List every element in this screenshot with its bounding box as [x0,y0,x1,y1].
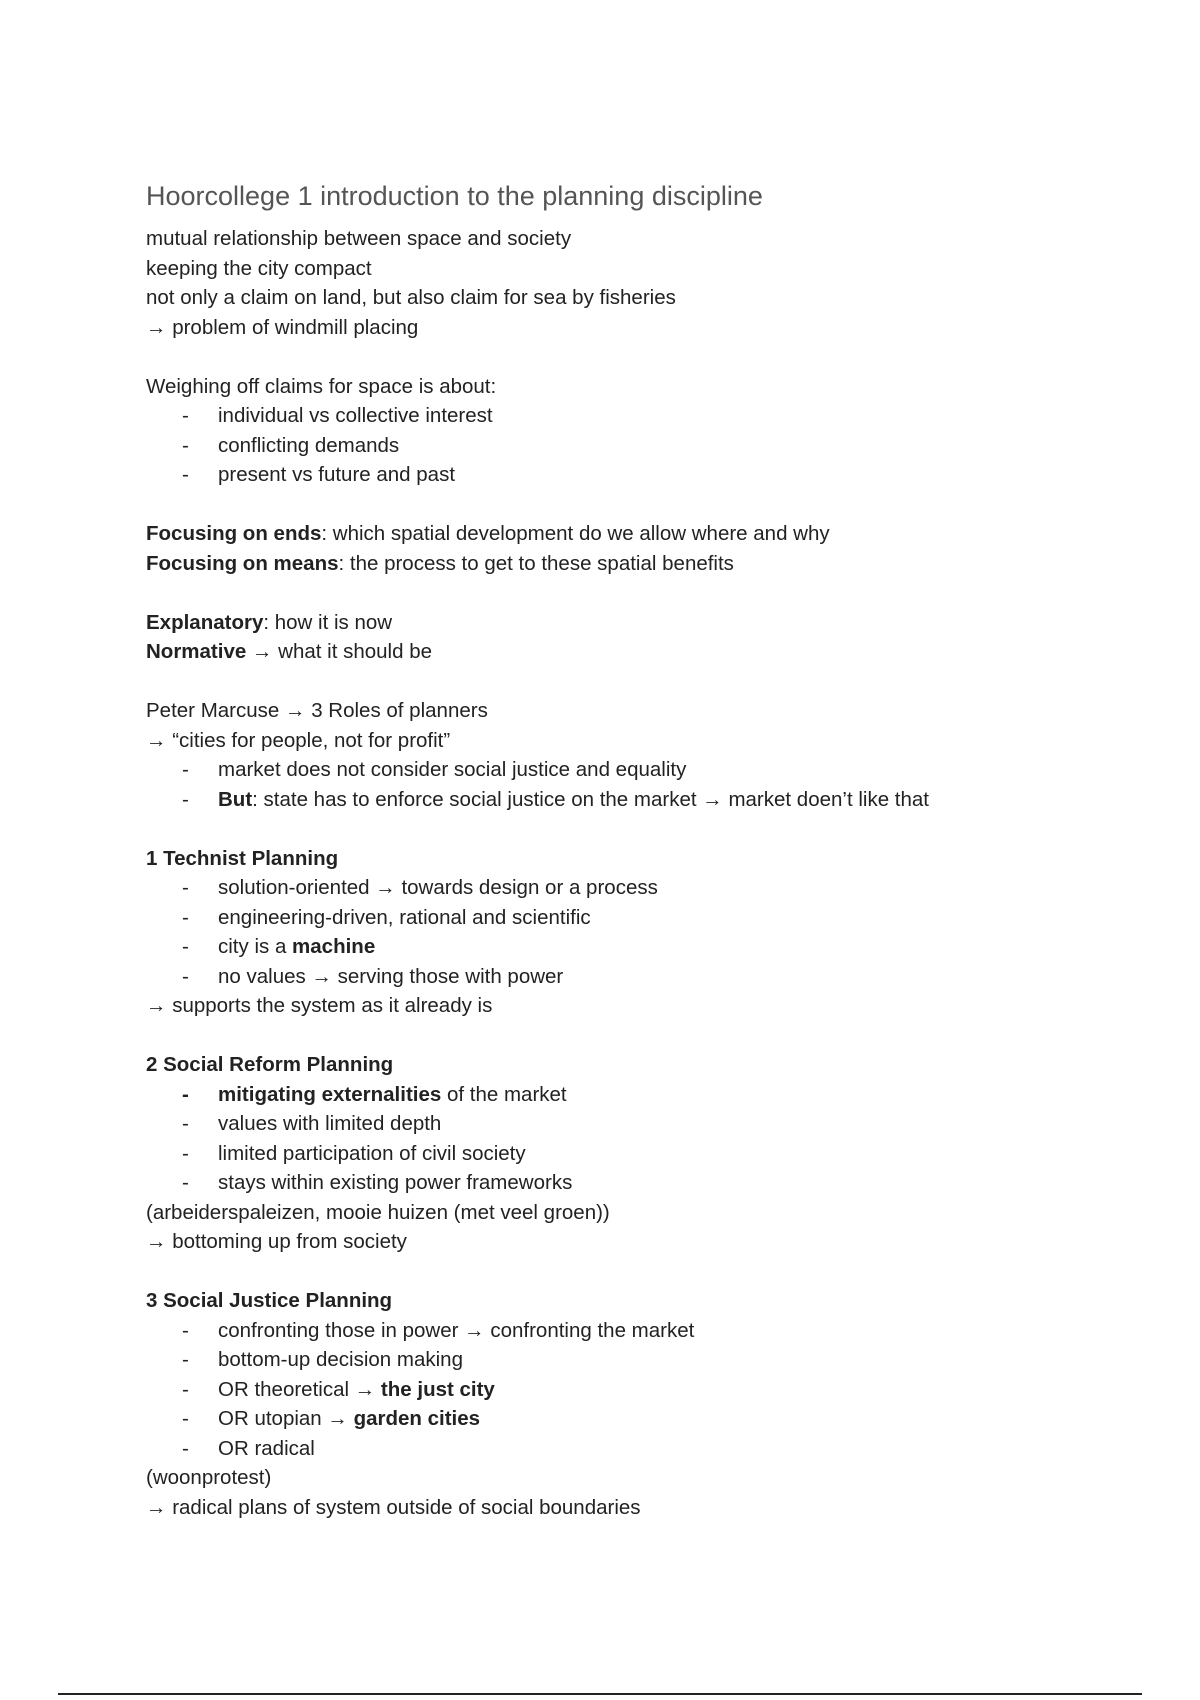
social-reform-note: (arbeiderspaleizen, mooie huizen (met veel groen)) [146,1200,610,1224]
list-item: - values with limited depth [146,1109,1126,1139]
list-item: - market does not consider social justice and equality [146,755,1126,785]
list-item: - confronting those in power → confronting the market [146,1316,1126,1346]
spacer [146,578,1126,608]
bullet-dash: - [182,758,189,781]
explanatory-line: Explanatory: how it is now [146,610,393,634]
social-justice-conclusion: → radical plans of system outside of social boundaries [146,1495,641,1519]
spacer [146,667,1126,697]
list-item: - city is a machine [146,932,1126,962]
list-item: - no values → serving those with power [146,962,1126,992]
social-justice-list [146,1316,1126,1464]
bullet-dash: - [182,1348,189,1371]
social-reform-list [146,1080,1126,1198]
bullet-dash: - [182,1377,189,1401]
list-item: - bottom-up decision making [146,1345,1126,1375]
marcuse-line-1: Peter Marcuse → 3 Roles of planners [146,699,488,722]
technist-conclusion: → supports the system as it already is [146,994,493,1017]
bullet-dash: - [182,876,189,899]
list-item: - limited participation of civil society [146,1139,1126,1169]
focus-ends-line: Focusing on ends: which spatial development do we allow where and why [146,522,830,545]
list-item: - OR utopian → garden cities [146,1404,1126,1434]
normative-line: Normative → what it should be [146,640,433,663]
intro-line-1: mutual relationship between space and society [146,227,572,250]
marcuse-line-2: → “cities for people, not for profit” [146,728,451,752]
spacer [146,490,1126,520]
bullet-dash: - [182,1171,189,1194]
bullet-dash: - [182,964,189,988]
list-item: - individual vs collective interest [146,401,1126,431]
footer-divider [58,1693,1142,1695]
list-item: - mitigating externalities of the market [146,1080,1126,1110]
social-reform-conclusion: → bottoming up from society [146,1230,407,1253]
social-reform-heading: 2 Social Reform Planning [146,1053,394,1076]
bullet-dash: - [182,1082,189,1106]
list-item: - engineering-driven, rational and scientific [146,903,1126,933]
focus-means-label: Focusing on means [146,551,339,575]
focus-ends-label: Focusing on ends [146,522,322,545]
list-item: - conflicting demands [146,431,1126,461]
document-title: Hoorcollege 1 introduction to the planning discipline [146,181,763,211]
bullet-dash: - [182,404,189,427]
list-item: - stays within existing power frameworks [146,1168,1126,1198]
bullet-dash: - [182,787,189,811]
technist-heading: 1 Technist Planning [146,846,339,870]
intro-line-3: not only a claim on land, but also claim for sea by fisheries [146,286,676,309]
bullet-dash: - [182,1112,189,1135]
list-item: - OR radical [146,1434,1126,1464]
spacer [146,1257,1126,1287]
bullet-dash: - [182,463,189,486]
weighing-list [146,401,1126,490]
bullet-dash: - [182,1407,189,1430]
marcuse-list [146,755,1126,814]
spacer [146,342,1126,372]
spacer [146,814,1126,844]
bullet-dash: - [182,935,189,958]
social-justice-note: (woonprotest) [146,1466,272,1489]
explanatory-label: Explanatory [146,610,264,634]
list-item: - present vs future and past [146,460,1126,490]
focus-means-line: Focusing on means: the process to get to these spatial benefits [146,551,734,575]
list-item: - OR theoretical → the just city [146,1375,1126,1405]
bullet-dash: - [182,905,189,929]
bullet-dash: - [182,433,189,457]
intro-line-2: keeping the city compact [146,256,372,280]
social-justice-heading: 3 Social Justice Planning [146,1289,393,1312]
list-item: - But: state has to enforce social justice on the market → market doen’t like that [146,785,1126,815]
normative-label: Normative [146,640,247,663]
bullet-dash: - [182,1141,189,1165]
bullet-dash: - [182,1318,189,1342]
intro-line-4: → problem of windmill placing [146,315,419,339]
weighing-heading: Weighing off claims for space is about: [146,374,497,398]
list-item: - solution-oriented → towards design or a process [146,873,1126,903]
technist-list [146,873,1126,991]
document-page [146,176,1126,1522]
bullet-dash: - [182,1436,189,1460]
spacer [146,1021,1126,1051]
